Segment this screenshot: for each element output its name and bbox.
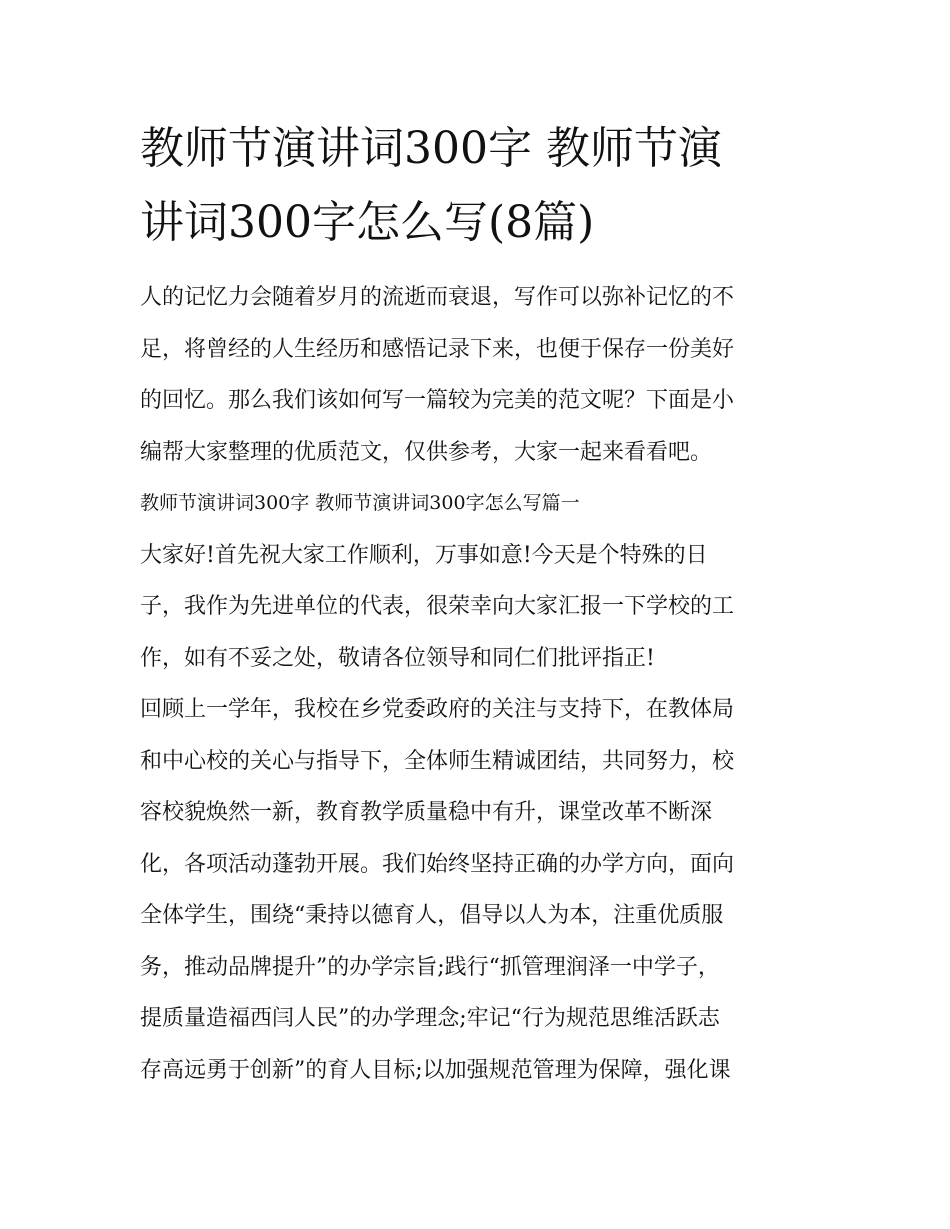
body-line: 和中心校的关心与指导下，全体师生精诚团结，共同努力，校 (140, 748, 735, 774)
body-line: 作，如有不妥之处，敬请各位领导和同仁们批评指正! (140, 645, 655, 671)
body-line: 子，我作为先进单位的代表，很荣幸向大家汇报一下学校的工 (140, 594, 735, 619)
body-line: 的回忆。那么我们该如何写一篇较为完美的范文呢？下面是小 (140, 388, 735, 413)
body-line: 全体学生，围绕“秉持以德育人，倡导以人为本，注重优质服 (140, 903, 724, 928)
body-line: 存高远勇于创新”的育人目标;以加强规范管理为保障，强化课 (140, 1057, 731, 1083)
body-line: 回顾上一学年，我校在乡党委政府的关注与支持下，在教体局 (140, 697, 735, 722)
document-title-line-1: 教师节演讲词300字 教师节演 (140, 123, 722, 174)
body-line: 提质量造福西闫人民”的办学理念;牢记“行为规范思维活跃志 (140, 1006, 720, 1031)
body-line: 人的记忆力会随着岁月的流逝而衰退，写作可以弥补记忆的不 (140, 285, 735, 310)
body-line: 务，推动品牌提升”的办学宗旨;践行“抓管理润泽一中学子， (140, 954, 720, 980)
body-line: 化，各项活动蓬勃开展。我们始终坚持正确的办学方向，面向 (140, 851, 735, 877)
section-heading: 教师节演讲词300字 教师节演讲词300字怎么写篇一 (140, 492, 580, 514)
document-title-line-2: 讲词300字怎么写(8篇) (140, 197, 595, 248)
document-page (140, 112, 812, 1096)
body-line: 容校貌焕然一新，教育教学质量稳中有升，课堂改革不断深 (140, 800, 713, 825)
body-line: 足，将曾经的人生经历和感悟记录下来，也便于保存一份美好 (140, 336, 735, 362)
body-line: 大家好!首先祝大家工作顺利，万事如意!今天是个特殊的日 (140, 542, 708, 568)
body-line: 编帮大家整理的优质范文，仅供参考，大家一起来看看吧。 (140, 439, 713, 465)
document-body (140, 272, 812, 1096)
